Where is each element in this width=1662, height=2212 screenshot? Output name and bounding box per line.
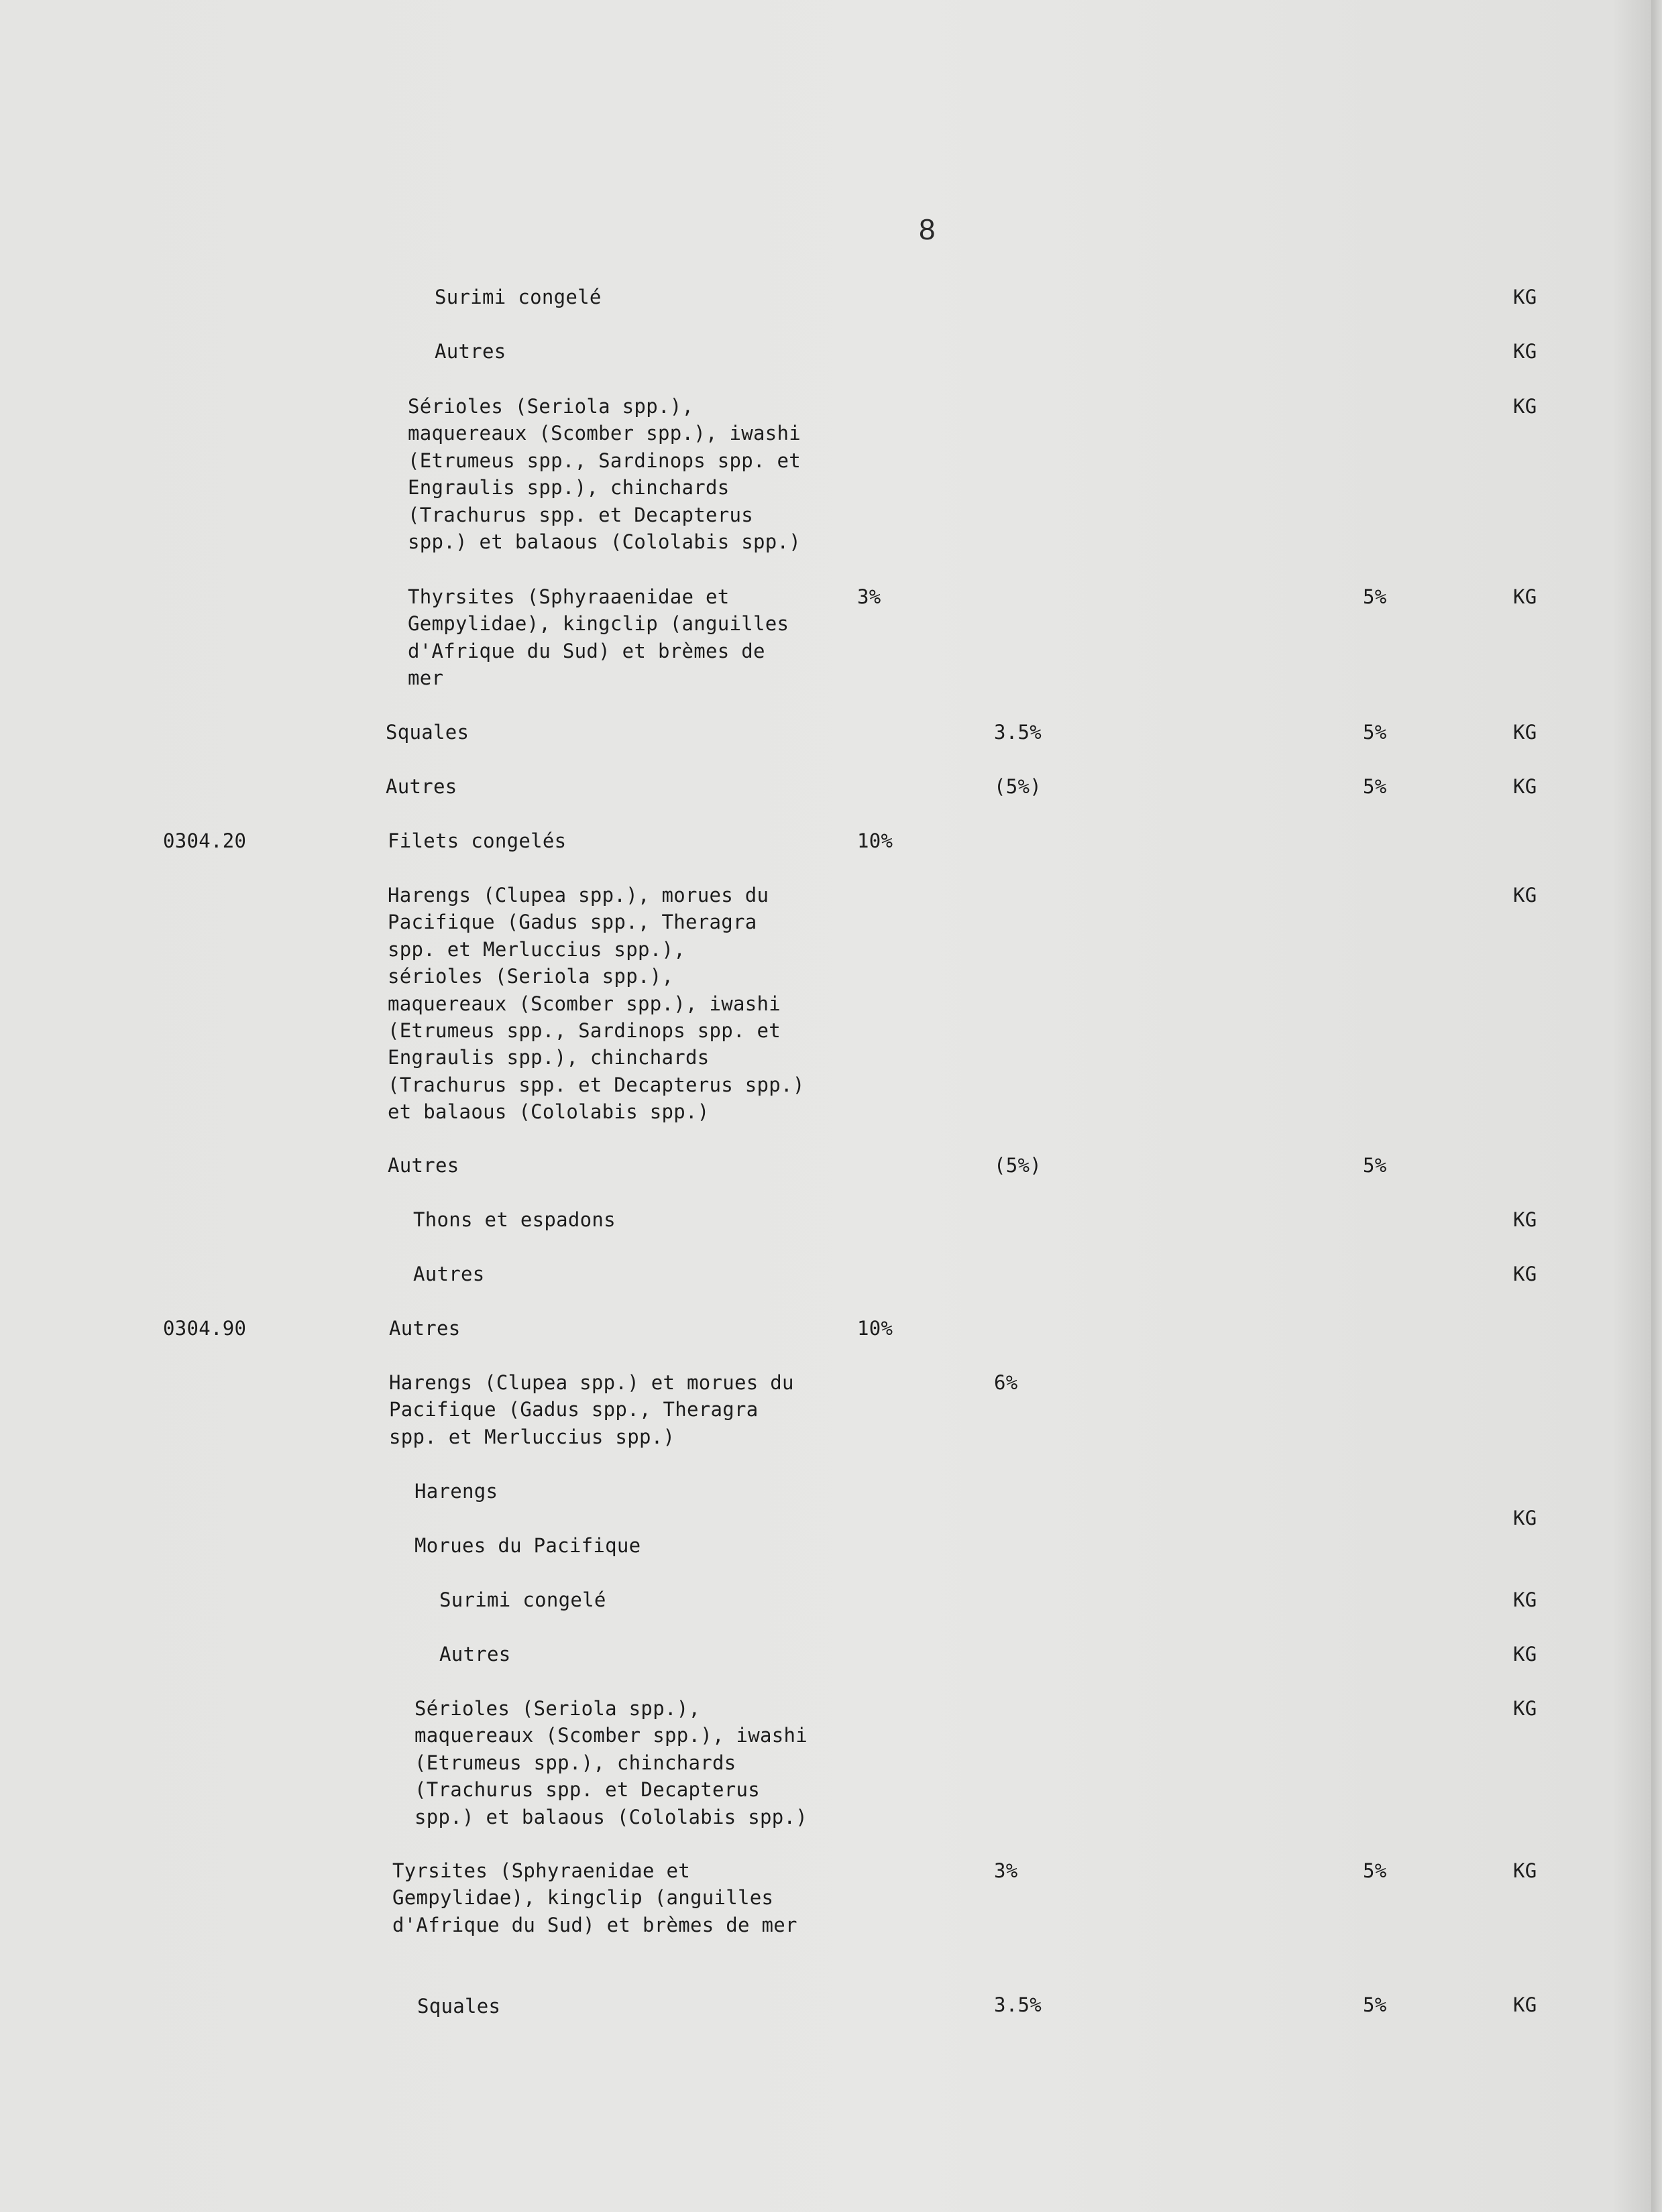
item-description: Squales [417,1995,501,2018]
rate-final: 5% [1363,1859,1387,1882]
unit-of-measure: KG [1513,884,1537,907]
unit-of-measure: KG [1513,1588,1537,1611]
item-description: Thons et espadons [413,1208,616,1231]
item-description: Harengs (Clupea spp.) et morues du Pacifique (Gadus spp., Theragra spp. et Merluccius spp.) [389,1371,794,1448]
item-description: Autres [439,1643,511,1666]
item-description: Harengs (Clupea spp.), morues du Pacifique (Gadus spp., Theragra spp. et Merluccius spp.), sérioles (Seriola spp.), maquereaux (Scomber spp.), iwashi (Etrumeus spp., Sardinops spp. et Engraulis spp.), chinchards (Trachurus spp. et Decapterus spp.) et balaous (Cololabis spp.) [388,884,805,1124]
item-description: Autres [413,1263,485,1285]
unit-of-measure: KG [1513,721,1537,744]
item-description: Tyrsites (Sphyraenidae et Gempylidae), kingclip (anguilles d'Afrique du Sud) et brèmes de mer [392,1859,797,1936]
unit-of-measure: KG [1513,395,1537,418]
item-description: Filets congelés [388,829,567,852]
rate-reduced: (5%) [994,1154,1042,1177]
tariff-code: 0304.90 [163,1317,247,1340]
rate-reduced: (5%) [994,775,1042,798]
unit-of-measure: KG [1513,585,1537,608]
unit-of-measure: KG [1513,286,1537,308]
rate-reduced: 3.5% [994,721,1042,744]
item-description: Sérioles (Seriola spp.), maquereaux (Scomber spp.), iwashi (Etrumeus spp., Sardinops spp. et Engraulis spp.), chinchards (Trachurus spp. et Decapterus spp.) et balaous (Cololabis spp.) [408,395,801,554]
rate-final: 5% [1363,775,1387,798]
item-description: Autres [435,340,506,363]
rate-final: 5% [1363,1154,1387,1177]
item-description: Autres [389,1317,461,1340]
unit-of-measure: KG [1513,1208,1537,1231]
tariff-code: 0304.20 [163,829,247,852]
item-description: Autres [386,775,457,798]
unit-of-measure: KG [1513,1993,1537,2016]
item-description: Squales [386,721,469,744]
page-edge-shadow [1651,0,1662,2212]
unit-of-measure: KG [1513,1697,1537,1720]
unit-of-measure: KG [1513,1643,1537,1666]
rate-final: 5% [1363,585,1387,608]
rate-reduced: 3.5% [994,1993,1042,2016]
rate-final: 5% [1363,721,1387,744]
item-description: Morues du Pacifique [414,1534,641,1557]
item-description: Surimi congelé [435,286,602,308]
item-description: Harengs [414,1480,498,1503]
rate-general: 10% [857,829,893,852]
rate-reduced: 6% [994,1371,1018,1394]
unit-of-measure: KG [1513,775,1537,798]
item-description: Surimi congelé [439,1588,606,1611]
item-description: Sérioles (Seriola spp.), maquereaux (Scomber spp.), iwashi (Etrumeus spp.), chinchards (Trachurus spp. et Decapterus spp.) et balaous (Cololabis spp.) [414,1697,808,1828]
unit-of-measure: KG [1513,1859,1537,1882]
page-number: 8 [919,213,936,246]
rate-general: 3% [857,585,881,608]
rate-general: 10% [857,1317,893,1340]
item-description: Thyrsites (Sphyraaenidae et Gempylidae), kingclip (anguilles d'Afrique du Sud) et brèmes de mer [408,585,789,690]
rate-final: 5% [1363,1993,1387,2016]
rate-reduced: 3% [994,1859,1018,1882]
unit-of-measure: KG [1513,1263,1537,1285]
item-description: Autres [388,1154,459,1177]
unit-of-measure: KG [1513,1507,1537,1529]
unit-of-measure: KG [1513,340,1537,363]
